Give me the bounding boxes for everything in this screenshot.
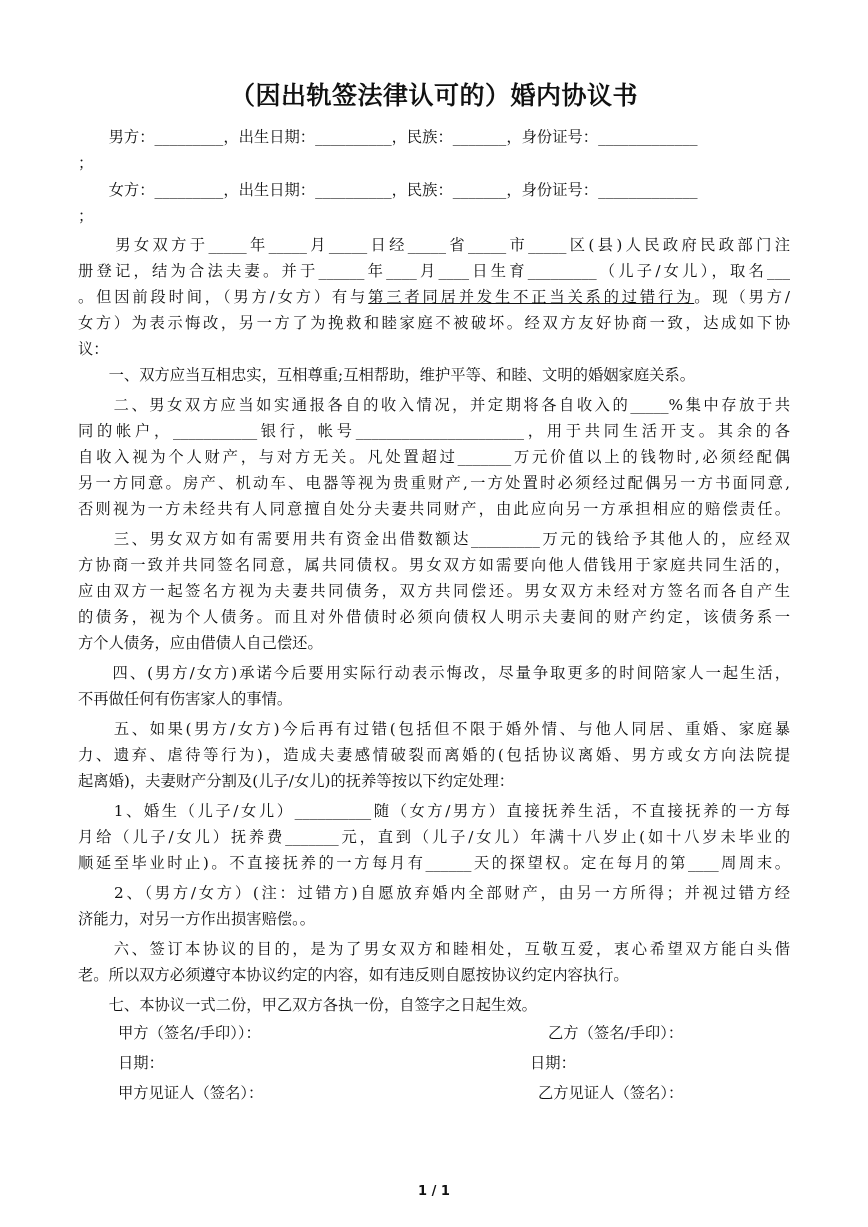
text-line-male-info: 男方：_________，出生日期：__________，民族：_______，身份证号：_____________ <box>78 128 698 146</box>
line-segment: 。但因前段时间，（男方/女方）有与 <box>78 288 369 306</box>
text-line-clause-3-2: 方协商一致并共同签名同意，属共同债权。男女双方如需要向他人借钱用于家庭共同生活的， <box>78 556 790 574</box>
page-total: 1 <box>440 1184 450 1199</box>
text-line-sub-2-1: 2、（男方/女方）(注：过错方)自愿放弃婚内全部财产，由另一方所得；并视过错方经 <box>78 884 790 902</box>
text-line-clause-1: 一、双方应当互相忠实，互相尊重;互相帮助，维护平等、和睦、文明的婚姻家庭关系。 <box>78 366 696 384</box>
line-segment: 。现（男方/ <box>694 288 790 306</box>
page-number <box>0 1184 868 1199</box>
text-line-intro-4: 女方）为表示悔改，另一方了为挽救和睦家庭不被破坏。经双方友好协商一致，达成如下协 <box>78 314 790 332</box>
text-line-clause-4-1: 四、(男方/女方)承诺今后要用实际行动表示悔改，尽量争取更多的时间陪家人一起生活， <box>78 664 790 682</box>
text-line-clause-2-2: 同的帐户，___________银行，帐号______________________，用于共同生活开支。其余的各 <box>78 422 790 440</box>
witness-b: 乙方见证人（签名）： <box>538 1084 684 1102</box>
date-a: 日期： <box>118 1054 164 1072</box>
date-b: 日期： <box>530 1054 576 1072</box>
text-line-clause-2-1: 二、男女双方应当如实通报各自的收入情况，并定期将各自收入的_____%集中存放于共 <box>78 396 790 414</box>
text-line-female-info-end: ； <box>78 207 94 225</box>
party-a-sign: 甲方（签名/手印））： <box>118 1024 261 1042</box>
text-line-clause-5-2: 力、遗弃、虐待等行为)，造成夫妻感情破裂而离婚的(包括协议离婚、男方或女方向法院提 <box>78 746 790 764</box>
page-separator: / <box>427 1184 441 1199</box>
text-line-intro-5: 议： <box>78 340 109 358</box>
witness-a: 甲方见证人（签名）： <box>118 1084 264 1102</box>
document-title: （因出轨签法律认可的）婚内协议书 <box>229 81 638 110</box>
text-line-clause-2-3: 自收入视为个人财产，与对方无关。凡处置超过_______万元价值以上的钱物时,必须经配偶 <box>78 448 790 466</box>
text-line-sub-1-3: 顺延至毕业时止)。不直接抚养的一方每月有______天的探望权。定在每月的第____周周末。 <box>78 854 790 872</box>
text-line-male-info-end: ； <box>78 154 94 172</box>
text-line-clause-3-5: 方个人债务，应由借债人自己偿还。 <box>78 634 323 652</box>
underlined-phrase: 第三者同居并发生不正当关系的过错行为 <box>368 288 695 306</box>
text-line-clause-4-2: 不再做任何有伤害家人的事情。 <box>78 690 293 708</box>
text-line-sub-1-2: 月给（儿子/女儿）抚养费_______元，直到（儿子/女儿）年满十八岁止(如十八岁未毕业的 <box>78 828 790 846</box>
text-line-clause-3-1: 三、男女双方如有需要用共有资金出借数额达_________万元的钱给予其他人的，应经双 <box>78 530 790 548</box>
text-line-clause-5-1: 五、如果(男方/女方)今后再有过错(包括但不限于婚外情、与他人同居、重婚、家庭暴 <box>78 720 790 738</box>
text-line-intro-2: 册登记，结为合法夫妻。并于______年____月____日生育_________（儿子/女儿），取名___ <box>78 262 790 280</box>
text-line-clause-6-2: 老。所以双方必须遵守本协议约定的内容，如有违反则自愿按协议约定内容执行。 <box>78 966 629 984</box>
text-line-clause-5-3: 起离婚)，夫妻财产分割及(儿子/女儿)的抚养等按以下约定处理： <box>78 772 515 790</box>
text-line-clause-2-5: 否则视为一方未经共有人同意擅自处分夫妻共同财产，由此应向另一方承担相应的赔偿责任。 <box>78 500 790 518</box>
text-line-clause-7: 七、本协议一式二份，甲乙双方各执一份，自签字之日起生效。 <box>78 996 537 1014</box>
page-current: 1 <box>418 1184 428 1199</box>
text-line-intro-3 <box>78 284 790 310</box>
text-line-clause-3-3: 应由双方一起签名方视为夫妻共同债务，双方共同偿还。男女双方未经对方签名而各自产生 <box>78 582 790 600</box>
party-b-sign: 乙方（签名/手印）： <box>548 1024 684 1042</box>
text-line-intro-1: 男女双方于_____年_____月_____日经_____省_____市_____区(县)人民政府民政部门注 <box>78 236 790 254</box>
text-line-clause-2-4: 另一方同意。房产、机动车、电器等视为贵重财产,一方处置时必须经过配偶另一方书面同意, <box>78 474 790 492</box>
text-line-clause-6-1: 六、签订本协议的目的，是为了男女双方和睦相处，互敬互爱，衷心希望双方能白头偕 <box>78 940 790 958</box>
text-line-female-info: 女方：_________，出生日期：__________，民族：_______，身份证号：_____________ <box>78 181 698 199</box>
text-line-sub-1-1: 1、婚生（儿子/女儿）__________随（女方/男方）直接抚养生活，不直接抚养的一方每 <box>78 802 790 820</box>
text-line-clause-3-4: 的债务，视为个人债务。而且对外借债时必须向债权人明示夫妻间的财产约定，该债务系一 <box>78 608 790 626</box>
text-line-sub-2-2: 济能力，对另一方作出损害赔偿。。 <box>78 910 316 928</box>
